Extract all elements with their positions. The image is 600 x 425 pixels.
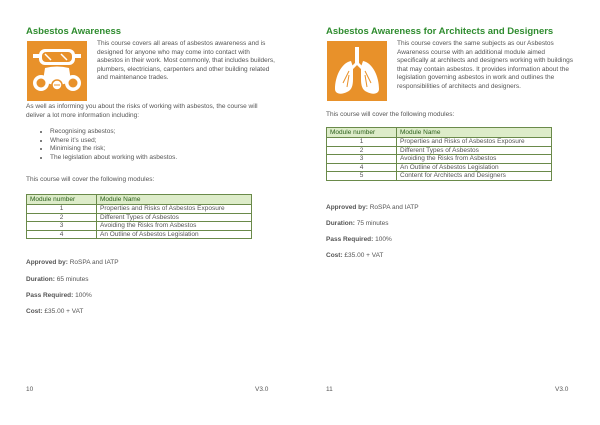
page-title: Asbestos Awareness for Architects and Designers bbox=[326, 26, 554, 37]
module-number: 2 bbox=[27, 213, 97, 222]
duration-value: 65 minutes bbox=[56, 276, 89, 283]
table-header-row bbox=[27, 195, 252, 205]
module-name: Avoiding the Risks from Asbestos bbox=[397, 155, 552, 164]
cost-label: Cost: bbox=[326, 252, 343, 259]
table-row bbox=[327, 172, 552, 181]
approved-value: RoSPA and IATP bbox=[369, 204, 419, 211]
version-label: V3.0 bbox=[255, 386, 269, 393]
table-row bbox=[327, 163, 552, 172]
page-title: Asbestos Awareness bbox=[26, 26, 122, 37]
module-name: An Outline of Asbestos Legislation bbox=[397, 163, 552, 172]
modules-intro: This course will cover the following modules: bbox=[26, 176, 155, 183]
pass-value: 100% bbox=[375, 236, 392, 243]
table-row bbox=[27, 222, 252, 231]
list-item: • Where it’s used; bbox=[50, 137, 177, 146]
list-item: • The legislation about working with asbestos. bbox=[50, 154, 177, 163]
cost bbox=[326, 252, 383, 259]
module-number: 1 bbox=[327, 138, 397, 147]
table-row bbox=[27, 213, 252, 222]
pass-required bbox=[326, 236, 392, 243]
duration-label: Duration: bbox=[26, 276, 55, 283]
module-number: 1 bbox=[27, 205, 97, 214]
approved-value: RoSPA and IATP bbox=[69, 259, 119, 266]
table-header-row bbox=[327, 128, 552, 138]
page-number: 10 bbox=[26, 386, 34, 393]
table-row bbox=[327, 146, 552, 155]
pass-label: Pass Required: bbox=[26, 292, 74, 299]
module-number: 4 bbox=[327, 163, 397, 172]
approved-label: Approved by: bbox=[26, 259, 68, 266]
module-number: 3 bbox=[327, 155, 397, 164]
table-row bbox=[327, 155, 552, 164]
module-number: 4 bbox=[27, 230, 97, 239]
duration-value: 75 minutes bbox=[356, 220, 389, 227]
cost-value: £35.00 + VAT bbox=[344, 252, 384, 259]
module-name: An Outline of Asbestos Legislation bbox=[97, 230, 252, 239]
pass-value: 100% bbox=[75, 292, 92, 299]
respirator-mask-icon bbox=[27, 41, 87, 101]
table-row bbox=[327, 138, 552, 147]
topic-list bbox=[38, 128, 177, 162]
intro-text: This course covers all areas of asbestos awareness and is designed for anyone who may come into contact with asbestos in their work. Most commonly, that includes builders, plumbers, electricians, carpenters and other building related and maintenance trades. bbox=[97, 40, 275, 82]
cost bbox=[26, 308, 83, 315]
cost-value: £35.00 + VAT bbox=[44, 308, 84, 315]
module-number: 5 bbox=[327, 172, 397, 181]
right-page bbox=[300, 0, 600, 425]
column-header: Module number bbox=[27, 195, 97, 205]
module-name: Content for Architects and Designers bbox=[397, 172, 552, 181]
column-header: Module number bbox=[327, 128, 397, 138]
intro-text: This course covers the same subjects as our Asbestos Awareness course with an additional module aimed specifically at architects and designers working with buildings that may contain asbestos. It provides information about the legislation governing asbestos in work and outlines the responsibilities of architects and designers. bbox=[397, 40, 573, 90]
duration-label: Duration: bbox=[326, 220, 355, 227]
info-paragraph: As well as informing you about the risks of working with asbestos, the course will deliver a lot more information including: bbox=[26, 103, 258, 119]
cost-label: Cost: bbox=[26, 308, 43, 315]
list-item: • Recognising asbestos; bbox=[50, 128, 177, 137]
lungs-icon bbox=[327, 41, 387, 101]
approved-by bbox=[326, 204, 419, 211]
duration bbox=[26, 276, 89, 283]
module-number: 2 bbox=[327, 146, 397, 155]
module-name: Different Types of Asbestos bbox=[97, 213, 252, 222]
column-header: Module Name bbox=[97, 195, 252, 205]
module-name: Avoiding the Risks from Asbestos bbox=[97, 222, 252, 231]
duration bbox=[326, 220, 389, 227]
modules-table bbox=[326, 127, 552, 181]
approved-label: Approved by: bbox=[326, 204, 368, 211]
module-name: Different Types of Asbestos bbox=[397, 146, 552, 155]
table-row bbox=[27, 205, 252, 214]
module-name: Properties and Risks of Asbestos Exposure bbox=[97, 205, 252, 214]
modules-intro: This course will cover the following modules: bbox=[326, 111, 455, 118]
module-name: Properties and Risks of Asbestos Exposure bbox=[397, 138, 552, 147]
version-label: V3.0 bbox=[555, 386, 569, 393]
pass-required bbox=[26, 292, 92, 299]
table-row bbox=[27, 230, 252, 239]
column-header: Module Name bbox=[397, 128, 552, 138]
modules-table bbox=[26, 194, 252, 239]
approved-by bbox=[26, 259, 119, 266]
list-item: • Minimising the risk; bbox=[50, 145, 177, 154]
page-number: 11 bbox=[326, 386, 333, 393]
pass-label: Pass Required: bbox=[326, 236, 374, 243]
module-number: 3 bbox=[27, 222, 97, 231]
